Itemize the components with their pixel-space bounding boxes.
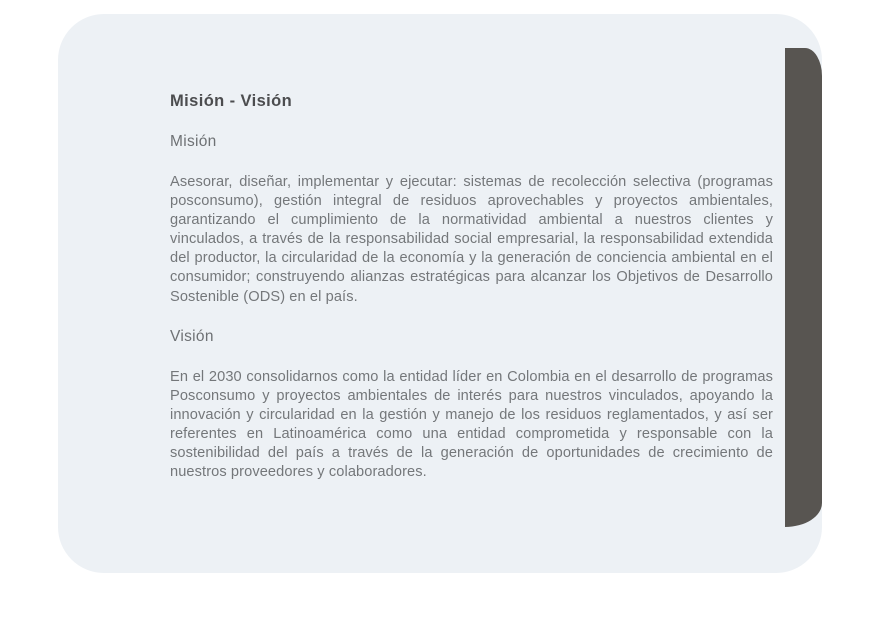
mission-heading: Misión xyxy=(170,133,217,150)
mission-body-text: Asesorar, diseñar, implementar y ejecutar: sistemas de recolección selectiva (programas posconsumo), gestión integral de residuos aprovechables y proyectos ambientales, garantizando el cumplimiento de la normatividad ambiental a nuestros clientes y vinculados, a través de la responsabilidad social empresarial, la responsabilidad extendida del productor, la circularidad de la economía y la generación de conciencia ambiental en el consumidor; construyendo alianzas estratégicas para alcanzar los Objetivos de Desarrollo Sostenible (ODS) en el país. xyxy=(170,174,773,305)
page-title: Misión - Visión xyxy=(170,92,293,110)
mission-vision-card xyxy=(58,14,822,573)
page-edge-decoration xyxy=(785,48,822,527)
mission-section xyxy=(170,133,773,307)
vision-body-text: En el 2030 consolidarnos como la entidad líder en Colombia en el desarrollo de programas Posconsumo y proyectos ambientales de interés para nuestros vinculados, apoyando la innovación y circularidad en la gestión y manejo de los residuos reglamentados, y así ser referentes en Latinoamérica como una entidad comprometida y responsable con la sostenibilidad del país a través de la generación de oportunidades de crecimiento de nuestros proveedores y colaboradores. xyxy=(170,368,773,481)
vision-section xyxy=(170,328,773,483)
vision-heading: Visión xyxy=(170,327,214,345)
card-content xyxy=(170,92,773,503)
